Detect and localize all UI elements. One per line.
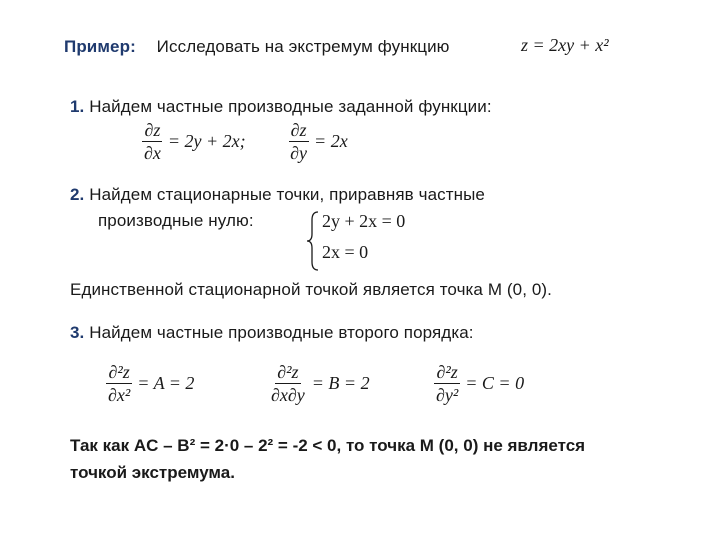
- example-label: Пример:: [64, 37, 136, 56]
- derivative-value: = 2x: [314, 131, 348, 151]
- fraction-numerator: ∂²z: [108, 362, 130, 382]
- system-equation-2: 2x = 0: [322, 242, 369, 262]
- fraction-denominator: ∂x∂y: [271, 385, 305, 405]
- step-3-number: 3.: [70, 323, 85, 342]
- step-2-continued: производные нулю:: [98, 211, 254, 230]
- derivative-value: = B = 2: [311, 373, 370, 393]
- fraction-denominator: ∂y²: [436, 385, 459, 405]
- system-equation-1: 2y + 2x = 0: [322, 211, 406, 231]
- fraction-numerator: ∂²z: [436, 362, 458, 382]
- second-derivative-xx: [104, 362, 194, 405]
- fraction-numerator: ∂z: [290, 120, 307, 140]
- second-derivative-xy: [267, 362, 370, 405]
- formula-rhs: = 2xy + x²: [532, 35, 609, 55]
- step-3: [70, 323, 474, 343]
- first-derivatives: [140, 120, 348, 163]
- final-conclusion-line-2: точкой экстремума.: [70, 463, 235, 482]
- step-2-number: 2.: [70, 185, 85, 204]
- step-1: [70, 97, 492, 117]
- step-2: [70, 185, 485, 205]
- fraction-denominator: ∂x: [144, 143, 161, 163]
- fraction-numerator: ∂z: [144, 120, 161, 140]
- step-2-text: Найдем стационарные точки, приравняв частные: [89, 185, 485, 204]
- derivative-value: = A = 2: [137, 373, 195, 393]
- final-conclusion-line-1: Так как AC – B² = 2·0 – 2² = -2 < 0, то точка M (0, 0) не является: [70, 436, 586, 455]
- task-text: Исследовать на экстремум функцию: [156, 37, 450, 56]
- step-3-text: Найдем частные производные второго порядка:: [89, 323, 474, 342]
- fraction-denominator: ∂y: [290, 143, 308, 163]
- formula-lhs: z: [521, 35, 529, 55]
- derivative-value: = 2y + 2x;: [167, 131, 246, 151]
- step-1-number: 1.: [70, 97, 85, 116]
- step-1-text: Найдем частные производные заданной функции:: [89, 97, 492, 116]
- derivative-dz-dx: [140, 120, 246, 163]
- second-derivative-yy: [432, 362, 524, 405]
- function-formula: [521, 35, 609, 56]
- stationary-point-conclusion: Единственной стационарной точкой является точка M (0, 0).: [70, 280, 552, 299]
- derivative-value: = C = 0: [465, 373, 525, 393]
- fraction-denominator: ∂x²: [108, 385, 131, 405]
- derivative-dz-dy: [286, 120, 348, 163]
- fraction-numerator: ∂²z: [277, 362, 299, 382]
- system-brace: [306, 210, 322, 272]
- example-header: [64, 37, 450, 57]
